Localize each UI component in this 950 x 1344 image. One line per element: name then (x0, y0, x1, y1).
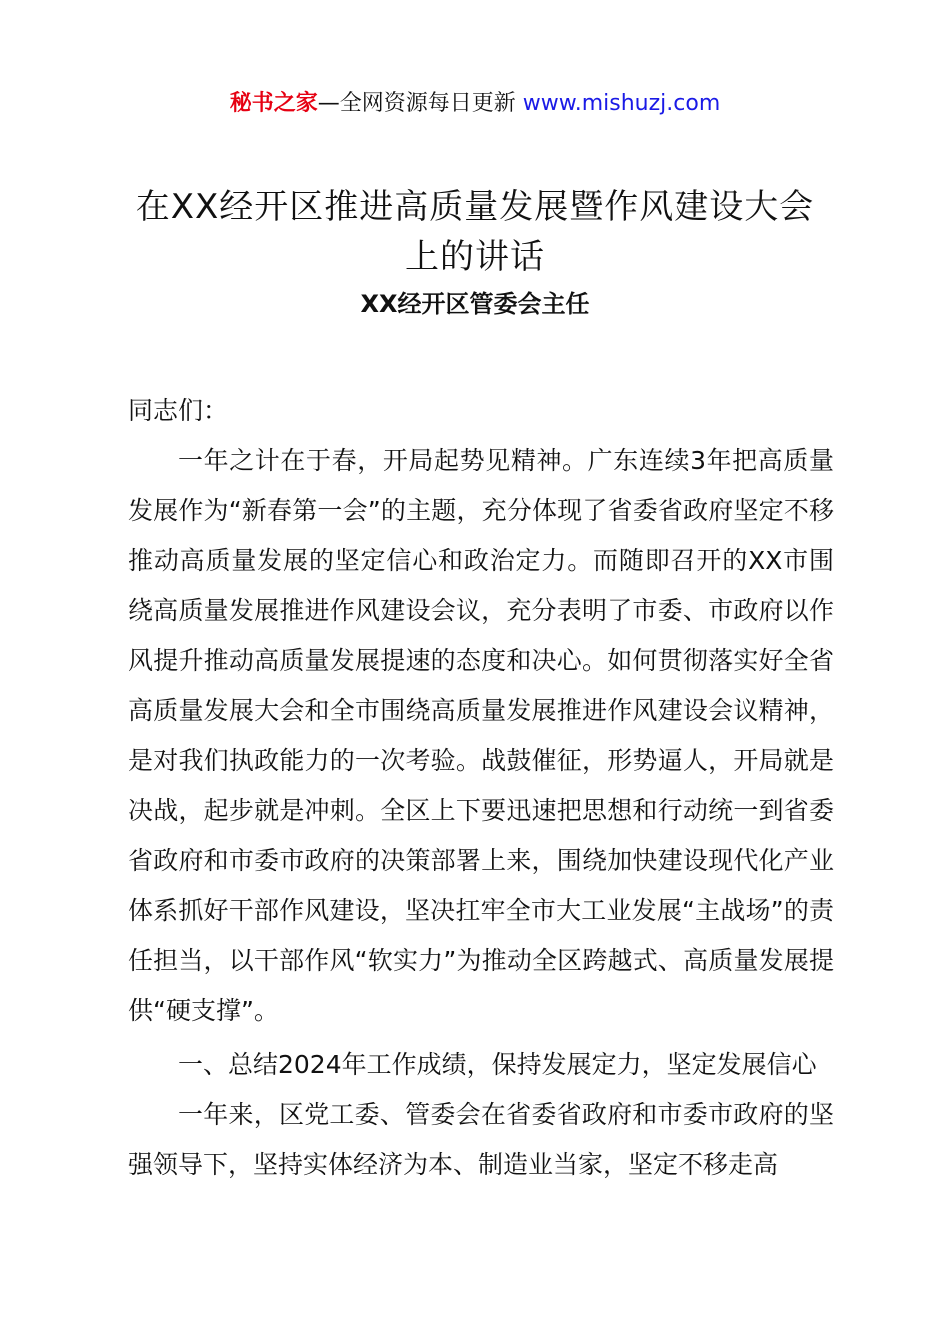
site-url-link[interactable]: www.mishuzj.com (522, 91, 721, 116)
document-title: 在XX经开区推进高质量发展暨作风建设大会上的讲话 (135, 187, 815, 277)
section-heading: 一、总结2024年工作成绩，保持发展定力，坚定发展信心 (178, 1050, 817, 1079)
body-paragraph: 一年之计在于春，开局起势见精神。广东连续3年把高质量发展作为“新春第一会”的主题，充分体现了省委省政府坚定不移推动高质量发展的坚定信心和政治定力。而随即召开的XX市围绕高质量发展推进作风建设会议，充分表明了市委、市政府以作风提升推动高质量发展提速的态度和决心。如何贯彻落实好全省高质量发展大会和全市围绕高质量发展推进作风建设会议精神，是对我们执政能力的一次考验。战鼓催征，形势逼人，开局就是决战，起步就是冲刺。全区上下要迅速把思想和行动统一到省委省政府和市委市政府的决策部署上来，围绕加快建设现代化产业体系抓好干部作风建设，坚决扛牢全市大工业发展“主战场”的责任担当，以干部作风“软实力”为推动全区跨越式、高质量发展提供“硬支撑”。 (128, 446, 834, 1025)
document-author: XX经开区管委会主任 (360, 290, 590, 318)
salutation: 同志们： (128, 396, 229, 425)
document-body (128, 386, 834, 1190)
header-tagline: —全网资源每日更新 (317, 91, 523, 116)
brand-name: 秘书之家 (229, 91, 318, 116)
section-paragraph: 一年来，区党工委、管委会在省委省政府和市委市政府的坚强领导下，坚持实体经济为本、制造业当家，坚定不移走高 (128, 1100, 834, 1179)
site-header (0, 86, 950, 122)
